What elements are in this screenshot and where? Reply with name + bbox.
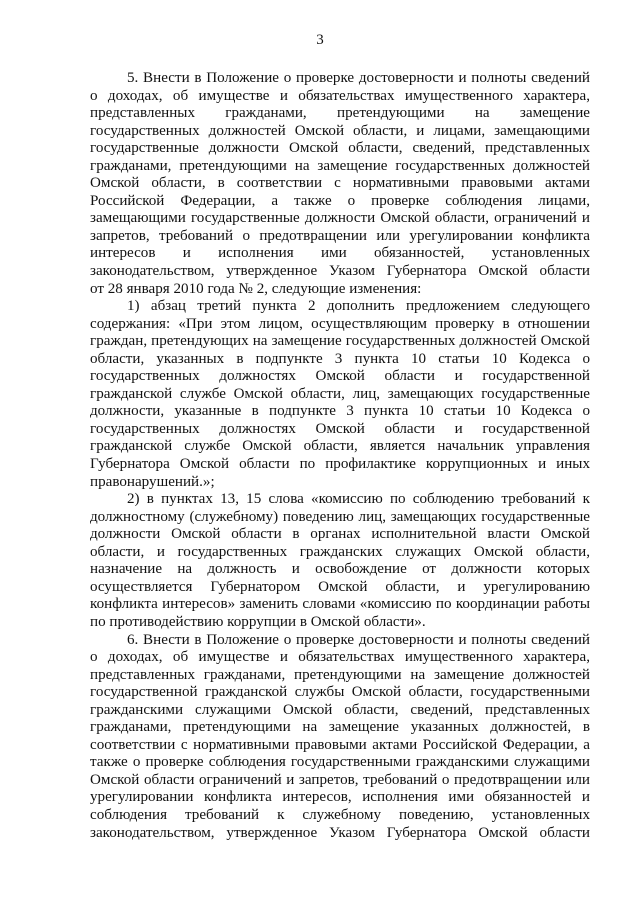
text-line: замещающими государственные должности Омской области, ограничений и [90,210,590,227]
text-line: о доходах, об имуществе и обязательствах имущественного характера, [90,87,590,104]
text-line: Губернатора Омской области по профилактике коррупционных и иных [90,456,590,473]
text-line: Омской области, в соответствии с нормативными правовыми актами [90,175,590,192]
text-line: области, и государственных гражданских служащих Омской области, [90,543,590,560]
text-line: запретов, требований о предотвращении или урегулировании конфликта [90,227,590,244]
text-line: Российской Федерации, а также о проверке соблюдения лицами, [90,192,590,209]
text-line: граждан, претендующих на замещение государственных должностей Омской [90,333,590,350]
text-line: гражданской службе Омской области, лиц, замещающих государственные [90,385,590,402]
text-line: 2) в пунктах 13, 15 слова «комиссию по соблюдению требований к [127,491,590,508]
text-line: должностному (служебному) поведению лиц, замещающих государственные [90,508,590,525]
text-line: гражданами, претендующими на замещение государственных должностей [90,157,590,174]
text-line: урегулировании конфликта интересов, исполнения ими обязанностей и [90,789,590,806]
text-line: также о проверке соблюдения государственными гражданскими служащими [90,754,590,771]
text-line: должности, указанные в подпункте 3 пункта 10 статьи 10 Кодекса о [90,403,590,420]
text-line: гражданскими служащими Омской области, сведений, представленных [90,701,590,718]
text-line: соответствии с нормативными правовыми актами Российской Федерации, а [90,736,590,753]
text-line: области, указанных в подпункте 3 пункта 10 статьи 10 Кодекса о [90,350,590,367]
document-body [90,70,590,842]
text-line: от 28 января 2010 года № 2, следующие изменения: [90,280,422,297]
text-line: государственных должностях Омской области и государственной [90,368,590,385]
text-line: 6. Внести в Положение о проверке достоверности и полноты сведений [127,631,590,648]
text-line: 1) абзац третий пункта 2 дополнить предложением следующего [127,298,590,315]
text-line: правонарушений.»; [90,473,215,490]
text-line: 5. Внести в Положение о проверке достоверности и полноты сведений [127,70,590,86]
text-line: Омской области ограничений и запретов, требований о предотвращении или [90,771,590,788]
text-line: должности Омской области в органах исполнительной власти Омской [90,526,590,543]
text-line: представленных гражданами, претендующими на замещение должностей [90,666,590,683]
text-line: назначение на должность и освобождение от должности которых [90,561,590,578]
text-line: содержания: «При этом лицом, осуществляющим проверку в отношении [90,315,590,332]
text-line: государственных должностях Омской области и государственной [90,420,590,437]
text-line: конфликта интересов» заменить словами «комиссию по координации работы [90,596,590,613]
text-line: осуществляется Губернатором Омской области, и урегулированию [90,578,590,595]
text-line: законодательством, утвержденное Указом Губернатора Омской области [90,263,590,280]
text-line: гражданами, претендующими на замещение указанных должностей, в [90,719,590,736]
text-line: государственной гражданской службы Омской области, государственными [90,684,590,701]
text-line: представленных гражданами, претендующими на замещение [90,105,590,122]
text-line: государственные должности Омской области, сведений, представленных [90,140,590,157]
text-line: о доходах, об имуществе и обязательствах имущественного характера, [90,649,590,666]
text-line: интересов и исполнения ими обязанностей, установленных [90,245,590,262]
text-line: гражданской службе Омской области, является начальник управления [90,438,590,455]
text-line: по противодействию коррупции в Омской области». [90,613,426,630]
text-line: законодательством, утвержденное Указом Губернатора Омской области [90,824,590,841]
page-number: 3 [316,32,324,48]
text-line: соблюдения требований к служебному поведению, установленных [90,806,590,823]
text-line: государственных должностей Омской области, и лицами, замещающими [90,122,590,139]
